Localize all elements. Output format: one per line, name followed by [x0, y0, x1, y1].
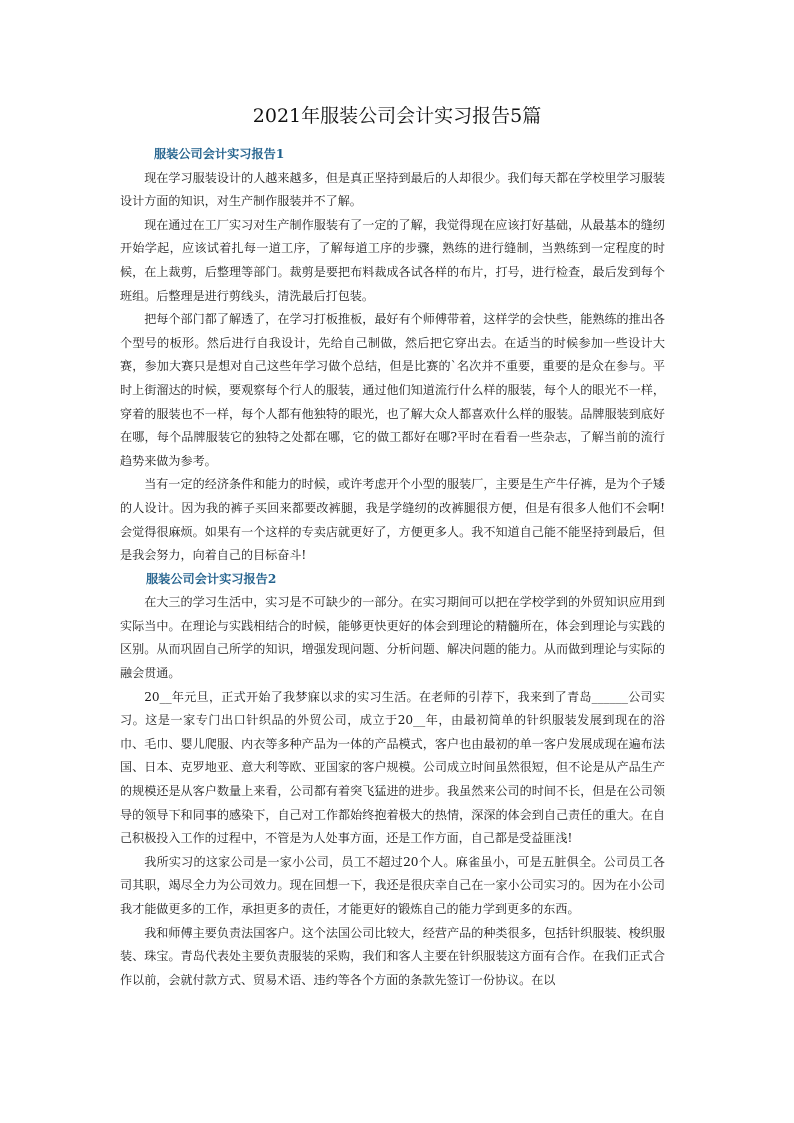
paragraph: 20__年元旦，正式开始了我梦寐以求的实习生活。在老师的引荐下，我来到了青岛______公司实习。这是一家专门出口针织品的外贸公司，成立于20__年，由最初简单的针织服装发展到现在的浴巾、毛巾、婴儿爬服、内衣等多种产品为一体的产品模式，客户也由最初的单一客户发展成现在遍布法国、日本、克罗地亚、意大利等欧、亚国家的客户规模。公司成立时间虽然很短，但不论是从产品生产的规模还是从客户数量上来看，公司都有着突飞猛进的进步。我虽然来公司的时间不长，但是在公司领导的领导下和同事的感染下，自己对工作都始终抱着极大的热情，深深的体会到自己责任的重大。在自己积极投入工作的过程中，不管是为人处事方面，还是工作方面，自己都是受益匪浅!	[120, 689, 665, 846]
paragraph: 现在学习服装设计的人越来越多，但是真正坚持到最后的人却很少。我们每天都在学校里学习服装设计方面的知识，对生产制作服装并不了解。	[120, 170, 665, 209]
paragraph: 把每个部门都了解透了，在学习打板推板，最好有个师傅带着，这样学的会快些，能熟练的推出各个型号的板形。然后进行自我设计，先给自己制做，然后把它穿出去。在适当的时候参加一些设计大赛，参加大赛只是想对自己这些年学习做个总结，但是比赛的`名次并不重要，重要的是众在参与。平时上街溜达的时候，要观察每个行人的服装，通过他们知道流行什么样的服装，每个人的眼光不一样，穿着的服装也不一样，每个人都有他独特的眼光，也了解大众人都喜欢什么样的服装。品牌服装到底好在哪，每个品牌服装它的独特之处都在哪，它的做工都好在哪?平时在看看一些杂志，了解当前的流行趋势来做为参考。	[120, 312, 665, 468]
section-heading-2: 服装公司会计实习报告2	[146, 571, 277, 586]
section-heading-1: 服装公司会计实习报告1	[154, 147, 285, 161]
paragraph: 当有一定的经济条件和能力的时候，或许考虑开个小型的服装厂，主要是生产牛仔裤，是为个子矮的人设计。因为我的裤子买回来都要改裤腿，我是学缝纫的改裤腿很方便，但是有很多人他们不会啊!会觉得很麻烦。如果有一个这样的专卖店就更好了，方便更多人。我不知道自己能不能坚持到最后，但是我会努力，向着自己的目标奋斗!	[120, 477, 665, 563]
paragraph: 我所实习的这家公司是一家小公司，员工不超过20个人。麻雀虽小，可是五脏俱全。公司员工各司其职，竭尽全力为公司效力。现在回想一下，我还是很庆幸自己在一家小公司实习的。因为在小公司我才能做更多的工作，承担更多的责任，才能更好的锻炼自己的能力学到更多的东西。	[120, 854, 665, 916]
document-body	[120, 143, 665, 992]
paragraph: 我和师傅主要负责法国客户。这个法国公司比较大，经营产品的种类很多，包括针织服装、梭织服装、珠宝。青岛代表处主要负责服装的采购，我们和客人主要在针织服装这方面有合作。在我们正式合作以前，会就付款方式、贸易术语、违约等各个方面的条款先签订一份协议。在以	[120, 925, 665, 987]
paragraph: 现在通过在工厂实习对生产制作服装有了一定的了解，我觉得现在应该打好基础，从最基本的缝纫开始学起，应该试着扎每一道工序，了解每道工序的步骤，熟练的进行缝制，当熟练到一定程度的时候，在上裁剪，后整理等部门。裁剪是要把布料裁成各试各样的布片，打号，进行检查，最后发到每个班组。后整理是进行剪线头，清洗最后打包装。	[120, 217, 665, 303]
paragraph: 在大三的学习生活中，实习是不可缺少的一部分。在实习期间可以把在学校学到的外贸知识应用到实际当中。在理论与实践相结合的时候，能够更快更好的体会到理论的精髓所在，体会到理论与实践的区别。从而巩固自己所学的知识，增强发现问题、分析问题、解决问题的能力。从而做到理论与实际的融会贯通。	[120, 595, 665, 681]
document-title: 2021年服装公司会计实习报告5篇	[252, 105, 542, 127]
